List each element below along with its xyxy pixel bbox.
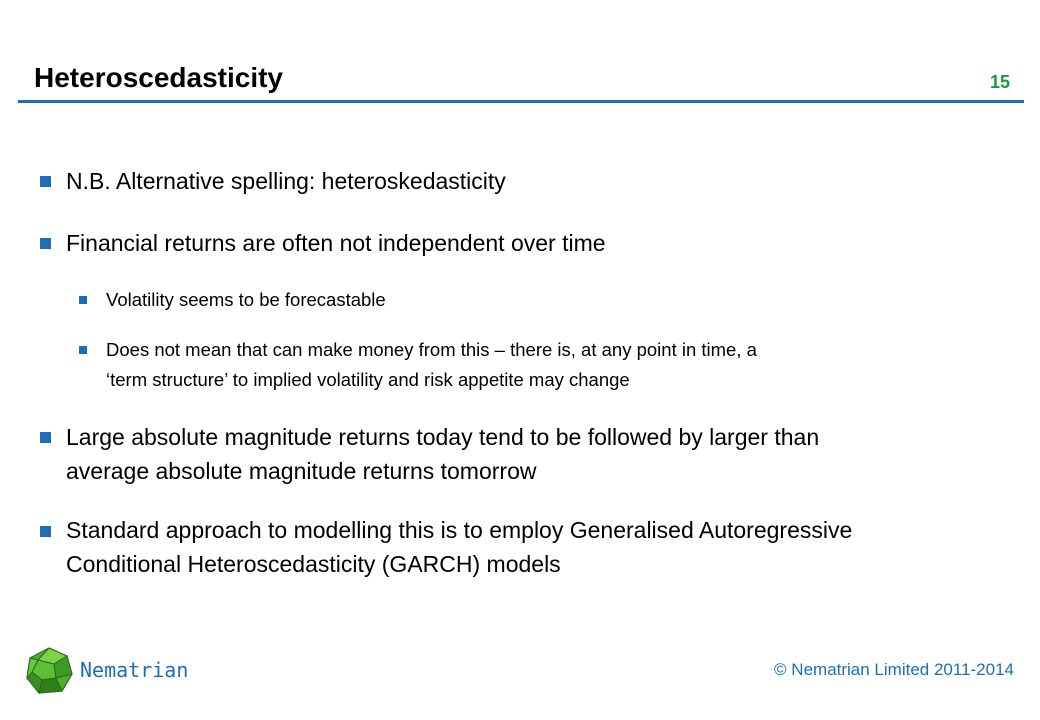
bullet-text-line: Conditional Heteroscedasticity (GARCH) models (66, 551, 561, 577)
bullet-text-line: average absolute magnitude returns tomorrow (66, 458, 537, 484)
copyright-notice: © Nematrian Limited 2011-2014 (774, 660, 1014, 679)
bullet-square-icon (79, 296, 87, 304)
bullet-text-line: N.B. Alternative spelling: heteroskedasticity (66, 168, 506, 194)
bullet-square-icon (40, 238, 51, 249)
bullet-text-line: Volatility seems to be forecastable (106, 289, 386, 310)
bullet-square-icon (40, 526, 51, 537)
bullet-text-line: Financial returns are often not independent over time (66, 230, 606, 256)
brand-name: Nematrian (80, 658, 189, 682)
bullet-square-icon (40, 176, 51, 187)
bullet-square-icon (79, 346, 87, 354)
bullet-text-line: Standard approach to modelling this is to employ Generalised Autoregressive (66, 517, 853, 543)
green-polyhedron-logo-icon (24, 646, 74, 696)
bullet-text-line: Does not mean that can make money from this – there is, at any point in time, a (106, 339, 757, 360)
bullet-text-line: Large absolute magnitude returns today tend to be followed by larger than (66, 424, 820, 450)
bullet-square-icon (40, 432, 51, 443)
bullet-text-line: ‘term structure’ to implied volatility and risk appetite may change (106, 369, 630, 390)
page-number: 15 (989, 72, 1010, 92)
slide-title: Heteroscedasticity (34, 62, 284, 93)
